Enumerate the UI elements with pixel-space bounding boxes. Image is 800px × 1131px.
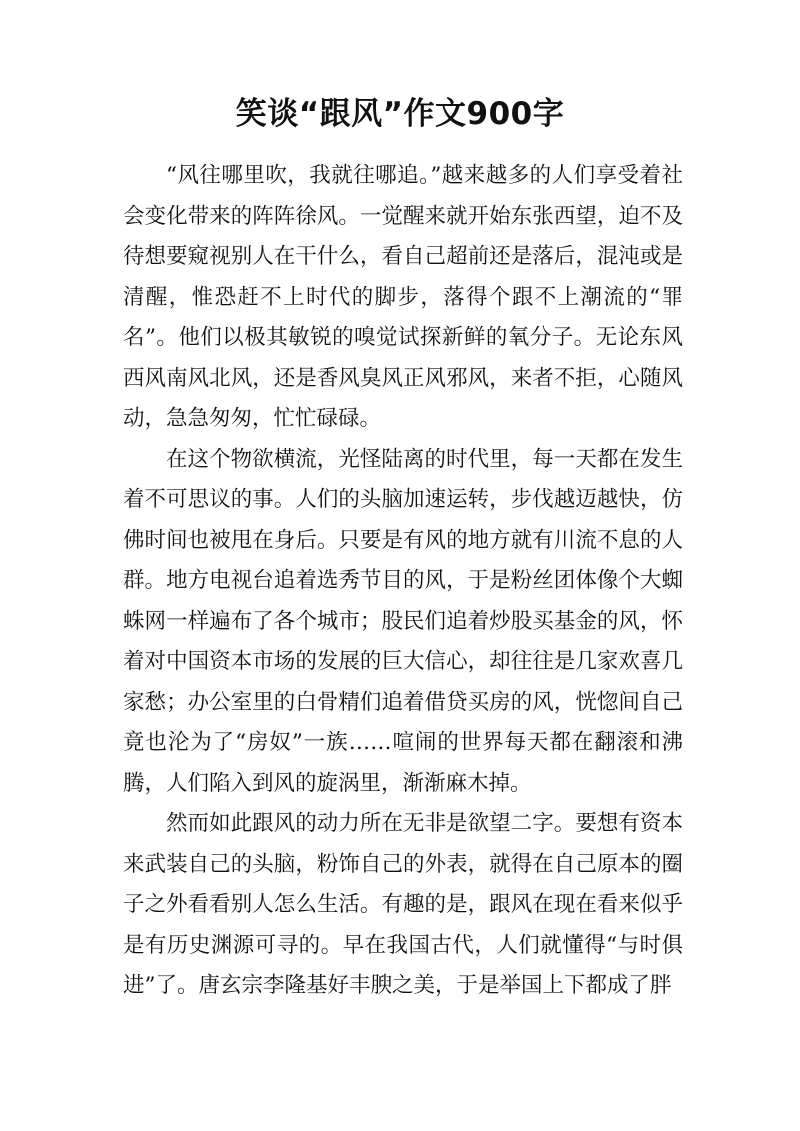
paragraph: 在这个物欲横流，光怪陆离的时代里，每一天都在发生着不可思议的事。人们的头脑加速运转，步伐越迈越快，仿佛时间也被甩在身后。只要是有风的地方就有川流不息的人群。地方电视台追着选秀节目的风，于是粉丝团体像个大蜘蛛网一样遍布了各个城市；股民们追着炒股买基金的风，怀着对中国资本市场的发展的巨大信心，却往往是几家欢喜几家愁；办公室里的白骨精们追着借贷买房的风，恍惚间自己竟也沦为了“房奴”一族……喧闹的世界每天都在翻滚和沸腾，人们陷入到风的旋涡里，渐渐麻木掉。 [123, 446, 683, 796]
document-title: 笑谈“跟风”作文900字 [235, 96, 565, 132]
paragraph: “风往哪里吹，我就往哪追。”越来越多的人们享受着社会变化带来的阵阵徐风。一觉醒来就开始东张西望，迫不及待想要窥视别人在干什么，看自己超前还是落后，混沌或是清醒，惟恐赶不上时代的脚步，落得个跟不上潮流的“罪名”。他们以极其敏锐的嗅觉试探新鲜的氧分子。无论东风西风南风北风，还是香风臭风正风邪风，来者不拒，心随风动，急急匆匆，忙忙碌碌。 [123, 163, 683, 431]
document-body [123, 156, 683, 1007]
paragraph: 然而如此跟风的动力所在无非是欲望二字。要想有资本来武装自己的头脑，粉饰自己的外表，就得在自己原本的圈子之外看看别人怎么生活。有趣的是，跟风在现在看来似乎是有历史渊源可寻的。早在我国古代，人们就懂得“与时俱进”了。唐玄宗李隆基好丰腴之美，于是举国上下都成了胖 [123, 811, 683, 998]
